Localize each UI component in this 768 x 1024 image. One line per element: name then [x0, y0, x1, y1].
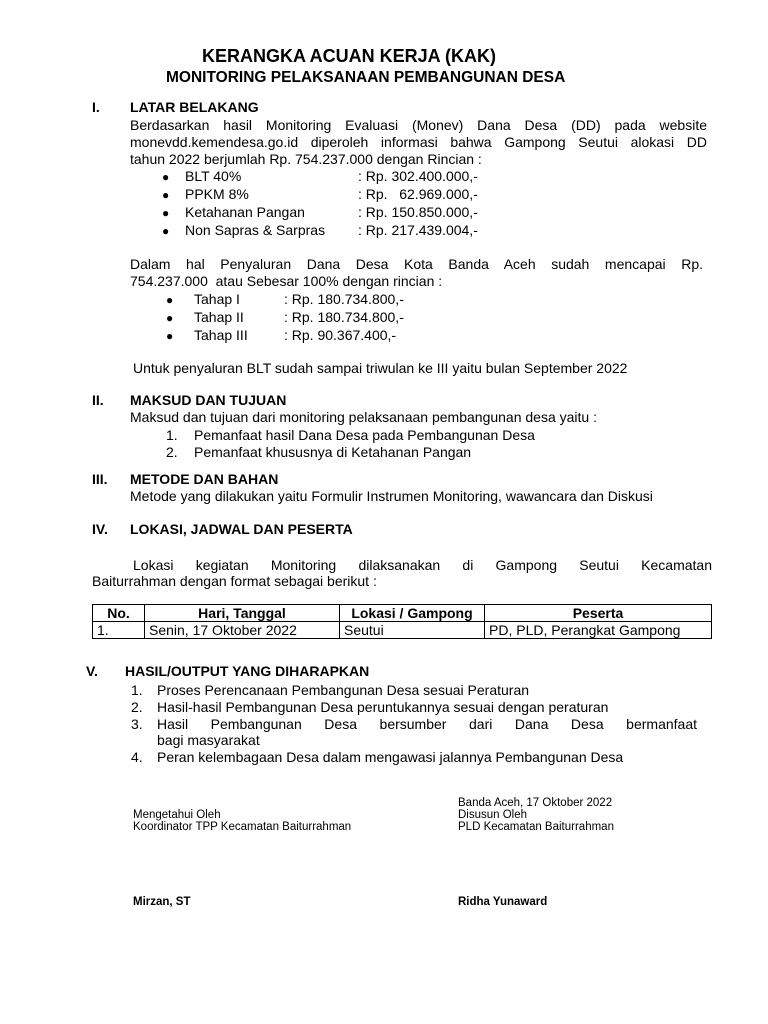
alokasi-label: PPKM 8%	[185, 186, 249, 202]
signature-left-line1: Mengetahui Oleh	[133, 809, 221, 821]
table-header-row	[93, 605, 712, 622]
section-4-number: IV.	[92, 521, 108, 537]
alokasi-label: Ketahanan Pangan	[185, 204, 305, 220]
list-item: Proses Perencanaan Pembangunan Desa sesuai Peraturan	[157, 682, 530, 698]
section-1-para2-line1: Dalam hal Penyaluran Dana Desa Kota Banda Aceh sudah mencapai Rp.	[130, 256, 703, 272]
section-1-number: I.	[92, 99, 100, 115]
section-2-intro: Maksud dan tujuan dari monitoring pelaksanaan pembangunan desa yaitu :	[130, 409, 597, 425]
signature-left-line2: Koordinator TPP Kecamatan Baiturrahman	[133, 821, 352, 833]
section-5-title: HASIL/OUTPUT YANG DIHARAPKAN	[125, 663, 370, 679]
list-number: 1.	[166, 427, 178, 443]
list-item: Hasil Pembangunan Desa bersumber dari Dana Desa bermanfaat	[157, 716, 697, 732]
section-4-line2: Baiturrahman dengan format sebagai berikut :	[92, 573, 377, 589]
section-5-number: V.	[86, 663, 98, 679]
bullet-icon: ●	[166, 311, 174, 325]
signature-place-date: Banda Aceh, 17 Oktober 2022	[458, 797, 613, 809]
column-header: Peserta	[485, 605, 712, 622]
list-number: 4.	[131, 749, 143, 765]
list-item: Peran kelembagaan Desa dalam mengawasi jalannya Pembangunan Desa	[157, 749, 624, 765]
bullet-icon: ●	[162, 188, 170, 202]
list-number: 3.	[131, 716, 143, 732]
list-number: 2.	[166, 444, 178, 460]
alokasi-value: : Rp. 302.400.000,-	[358, 168, 478, 184]
alokasi-label: Non Sapras & Sarpras	[185, 222, 326, 238]
bullet-icon: ●	[162, 224, 170, 238]
bullet-icon: ●	[166, 293, 174, 307]
signature-left-name: Mirzan, ST	[133, 896, 191, 908]
document-subtitle: MONITORING PELAKSANAAN PEMBANGUNAN DESA	[166, 69, 566, 86]
section-1-para3: Untuk penyaluran BLT sudah sampai triwulan ke III yaitu bulan September 2022	[133, 360, 628, 376]
section-3-text: Metode yang dilakukan yaitu Formulir Instrumen Monitoring, wawancara dan Diskusi	[130, 488, 653, 504]
table-cell: Seutui	[340, 622, 485, 639]
alokasi-value: : Rp. 217.439.004,-	[358, 222, 478, 238]
section-1-para2-line2: 754.237.000 atau Sebesar 100% dengan rincian :	[130, 273, 443, 289]
column-header: Hari, Tanggal	[145, 605, 340, 622]
section-1-para1-line2: monevdd.kemendesa.go.id diperoleh informasi bahwa Gampong Seutui alokasi DD	[130, 134, 707, 150]
document-title: KERANGKA ACUAN KERJA (KAK)	[202, 46, 496, 66]
list-item: Hasil-hasil Pembangunan Desa peruntukannya sesuai dengan peraturan	[157, 699, 609, 715]
bullet-icon: ●	[162, 170, 170, 184]
section-3-number: III.	[92, 471, 108, 487]
tahap-value: : Rp. 180.734.800,-	[284, 291, 404, 307]
section-1-para1-line3: tahun 2022 berjumlah Rp. 754.237.000 dengan Rincian :	[130, 151, 482, 167]
bullet-icon: ●	[162, 206, 170, 220]
list-item: Pemanfaat khususnya di Ketahanan Pangan	[194, 444, 472, 460]
section-4-line1: Lokasi kegiatan Monitoring dilaksanakan di Gampong Seutui Kecamatan	[133, 557, 712, 573]
tahap-label: Tahap I	[194, 291, 240, 307]
section-2-number: II.	[92, 392, 104, 408]
section-1-para1-line1: Berdasarkan hasil Monitoring Evaluasi (Monev) Dana Desa (DD) pada website	[130, 117, 707, 133]
signature-right-name: Ridha Yunaward	[458, 896, 548, 908]
tahap-label: Tahap III	[194, 327, 248, 343]
list-number: 1.	[131, 682, 143, 698]
list-number: 2.	[131, 699, 143, 715]
bullet-icon: ●	[166, 329, 174, 343]
tahap-label: Tahap II	[194, 309, 244, 325]
alokasi-label: BLT 40%	[185, 168, 242, 184]
alokasi-value: : Rp. 150.850.000,-	[358, 204, 478, 220]
section-2-title: MAKSUD DAN TUJUAN	[130, 392, 287, 408]
table-row	[93, 622, 712, 639]
column-header: Lokasi / Gampong	[340, 605, 485, 622]
table-cell: PD, PLD, Perangkat Gampong	[485, 622, 712, 639]
signature-right-line1: Disusun Oleh	[458, 809, 528, 821]
section-3-title: METODE DAN BAHAN	[130, 471, 279, 487]
section-1-title: LATAR BELAKANG	[130, 99, 259, 115]
section-4-title: LOKASI, JADWAL DAN PESERTA	[130, 521, 353, 537]
tahap-value: : Rp. 90.367.400,-	[284, 327, 397, 343]
signature-right-line2: PLD Kecamatan Baiturrahman	[458, 821, 614, 833]
table-cell: 1.	[93, 622, 145, 639]
schedule-table	[92, 604, 712, 639]
tahap-value: : Rp. 180.734.800,-	[284, 309, 404, 325]
column-header: No.	[93, 605, 145, 622]
list-item: Pemanfaat hasil Dana Desa pada Pembangunan Desa	[194, 427, 535, 443]
table-cell: Senin, 17 Oktober 2022	[145, 622, 340, 639]
alokasi-value: : Rp. 62.969.000,-	[358, 186, 478, 202]
list-item-continuation: bagi masyarakat	[157, 732, 260, 748]
